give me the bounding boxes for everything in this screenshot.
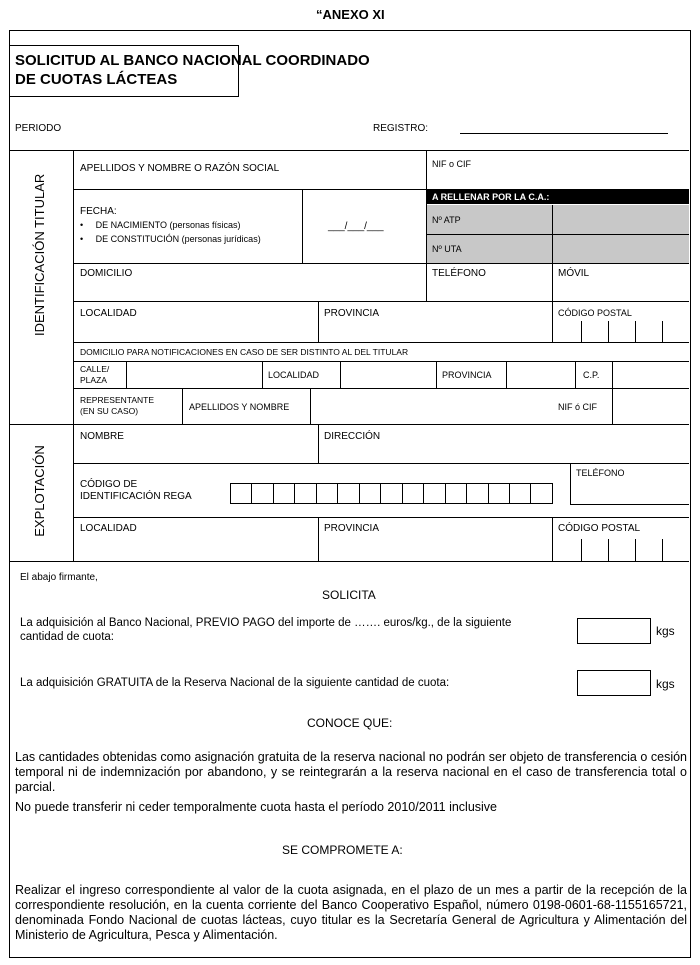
explotacion-localidad-label: LOCALIDAD xyxy=(80,523,137,534)
explotacion-telefono-label: TELÉFONO xyxy=(576,468,625,478)
registro-label: REGISTRO: xyxy=(373,123,429,134)
uta-label: Nº UTA xyxy=(432,244,462,254)
provincia-label: PROVINCIA xyxy=(324,308,380,319)
periodo-label: PERIODO xyxy=(15,123,62,134)
registro-field[interactable] xyxy=(460,133,668,134)
rega-code-field[interactable] xyxy=(230,483,553,504)
notificaciones-label: DOMICILIO PARA NOTIFICACIONES EN CASO DE SER DISTINTO AL DEL TITULAR xyxy=(80,347,409,357)
cp-label: C.P. xyxy=(583,370,600,380)
uta-field[interactable] xyxy=(553,235,688,262)
calle-label: CALLE/ xyxy=(80,364,110,374)
section-label-explotacion: EXPLOTACIÓN xyxy=(32,445,47,537)
provincia2-label: PROVINCIA xyxy=(442,370,492,380)
telefono-label: TELÉFONO xyxy=(432,268,486,279)
apellidos-nombre-label: APELLIDOS Y NOMBRE xyxy=(189,402,290,412)
compromete-paragraph: Realizar el ingreso correspondiente al valor de la cuota asignada, en el plazo de un mes a partir de la recepción de la correspondiente resolución, en la cuenta corriente del Banco Cooperativo Español, número 0198-0601-68-1155165721, denominada Fondo Nacional de cuotas lácteas, cuyo titular es la Secretaría General de Agricultura y Alimentación del Ministerio de Agricultura, Pesca y Alimentación. xyxy=(15,883,687,942)
no-puede-text: No puede transferir ni ceder temporalmente cuota hasta el período 2010/2011 inclusive xyxy=(15,800,498,814)
explotacion-provincia-label: PROVINCIA xyxy=(324,523,380,534)
explotacion-nombre-label: NOMBRE xyxy=(80,431,124,442)
localidad-label: LOCALIDAD xyxy=(80,308,137,319)
codigo-postal-label: CÓDIGO POSTAL xyxy=(558,308,632,318)
adquisicion-pago-line1: La adquisición al Banco Nacional, PREVIO PAGO del importe de ……. euros/kg., de la siguiente xyxy=(20,617,512,629)
form-title-line2: DE CUOTAS LÁCTEAS xyxy=(15,71,178,88)
atp-field[interactable] xyxy=(553,206,688,233)
firmante-text: El abajo firmante, xyxy=(20,572,98,583)
representante-label: REPRESENTANTE xyxy=(80,395,154,405)
localidad2-label: LOCALIDAD xyxy=(268,370,320,380)
fecha-field[interactable]: ___/___/___ xyxy=(328,221,384,232)
adquisicion-pago-line2: cantidad de cuota: xyxy=(20,631,114,643)
kgs-gratuita-input[interactable] xyxy=(577,670,651,696)
fecha-option-nacimiento[interactable]: • DE NACIMIENTO (personas físicas) xyxy=(80,220,241,230)
kgs-gratuita-unit: kgs xyxy=(656,677,675,691)
nif2-label: NIF ó CIF xyxy=(558,402,598,412)
fecha-label: FECHA: xyxy=(80,206,117,217)
section-label-titular: IDENTIFICACIÓN TITULAR xyxy=(32,173,47,336)
atp-label: Nº ATP xyxy=(432,215,461,225)
conoce-heading: CONOCE QUE: xyxy=(307,716,393,730)
compromete-heading: SE COMPROMETE A: xyxy=(282,843,403,857)
form-title-line1: SOLICITUD AL BANCO NACIONAL COORDINADO xyxy=(15,52,370,69)
nif-label: NIF o CIF xyxy=(432,159,472,169)
codigo-rega-label-line1: CÓDIGO DE xyxy=(80,479,138,490)
kgs-pago-unit: kgs xyxy=(656,624,675,638)
fecha-option-constitucion[interactable]: • DE CONSTITUCIÓN (personas jurídicas) xyxy=(80,234,261,244)
plaza-label: PLAZA xyxy=(80,375,107,385)
codigo-rega-label-line2: IDENTIFICACIÓN REGA xyxy=(80,491,192,502)
annex-heading: “ANEXO XI xyxy=(316,7,385,22)
solicita-heading: SOLICITA xyxy=(322,588,376,602)
direccion-label: DIRECCIÓN xyxy=(324,431,381,442)
explotacion-cp-label: CÓDIGO POSTAL xyxy=(558,523,641,534)
representante-sub-label: (EN SU CASO) xyxy=(80,406,139,416)
ca-header: A RELLENAR POR LA C.A.: xyxy=(432,192,550,202)
movil-label: MÓVIL xyxy=(558,268,590,279)
domicilio-label: DOMICILIO xyxy=(80,268,133,279)
adquisicion-gratuita-text: La adquisición GRATUITA de la Reserva Nacional de la siguiente cantidad de cuota: xyxy=(20,677,450,689)
apellidos-label: APELLIDOS Y NOMBRE O RAZÓN SOCIAL xyxy=(80,163,280,174)
kgs-pago-input[interactable] xyxy=(577,618,651,644)
conoce-paragraph: Las cantidades obtenidas como asignación gratuita de la reserva nacional no podrán ser objeto de transferencia o cesión temporal ni de indemnización por abandono, y se reintegrarán a la reserva nacional en el caso de transferencia total o parcial. xyxy=(15,750,687,794)
